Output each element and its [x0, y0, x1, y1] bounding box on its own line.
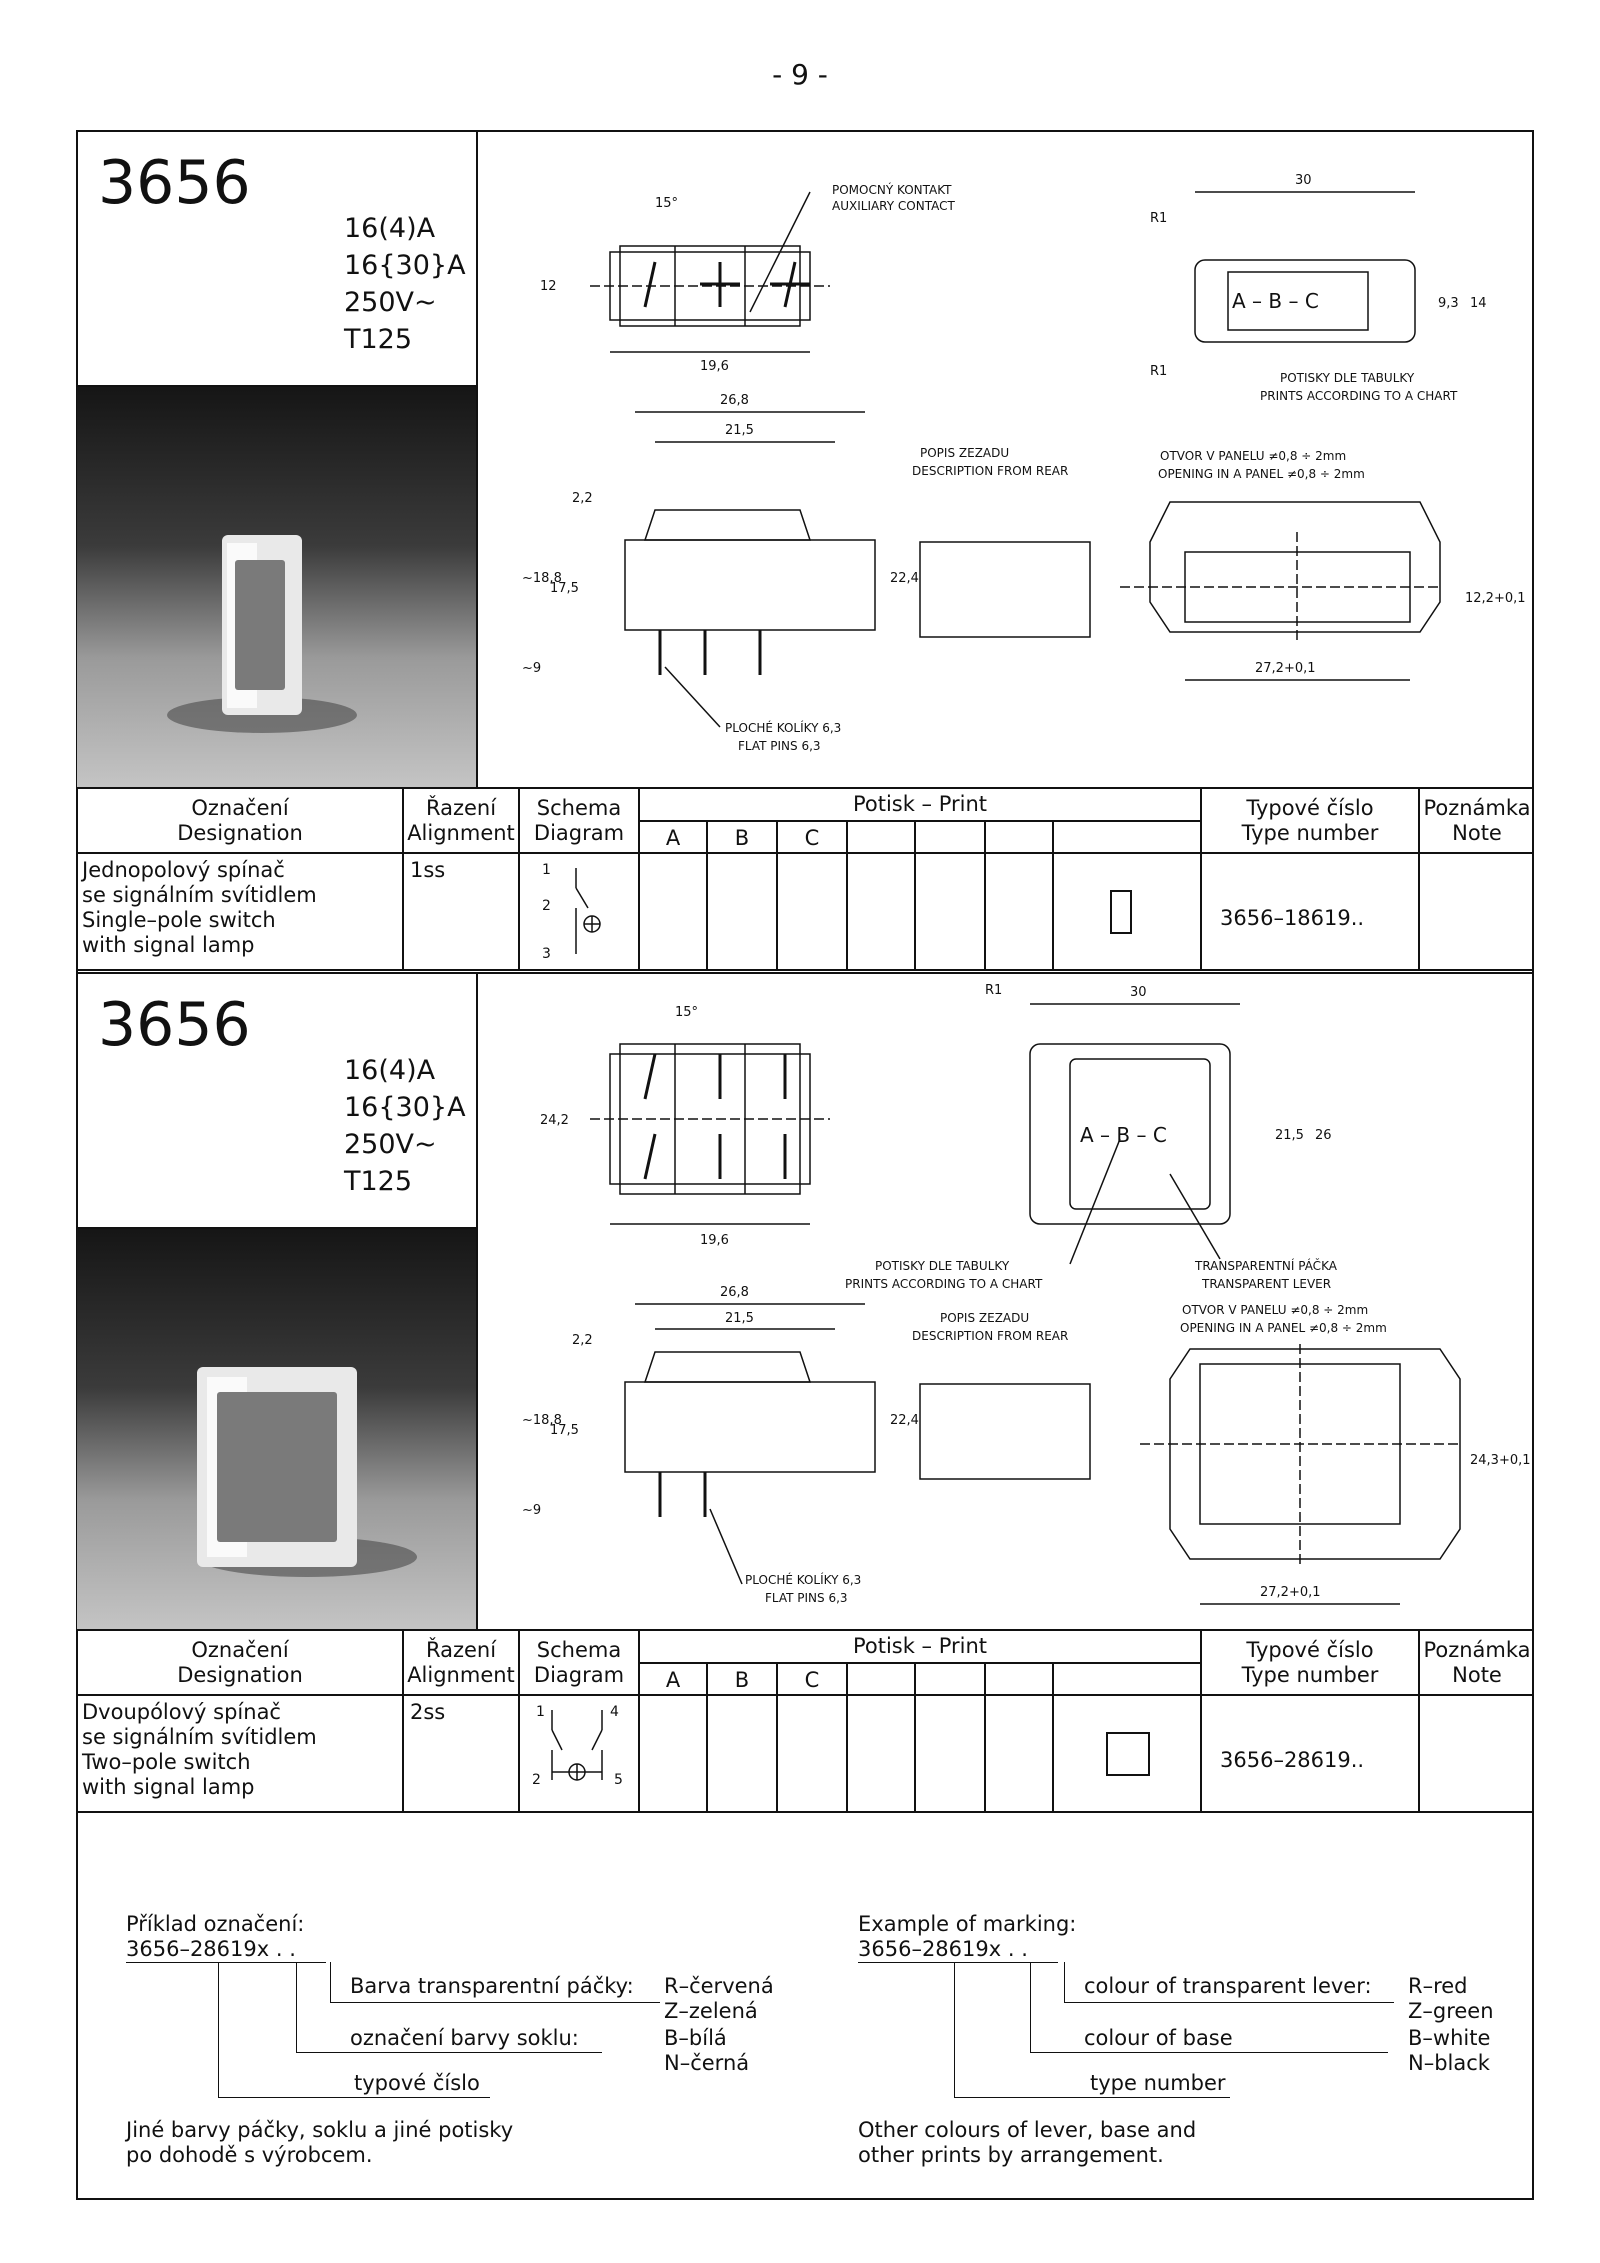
header-note: Poznámka Note	[1423, 796, 1531, 845]
base-options-en: B–white N–black	[1408, 2026, 1491, 2075]
footer-cz: Jiné barvy páčky, soklu a jiné potisky po dohodě s výrobcem.	[126, 2118, 514, 2167]
ratings	[344, 1052, 466, 1200]
divider	[476, 130, 478, 787]
rating-voltage: 250V~	[344, 287, 437, 318]
marking-title-cz: Příklad označení:	[126, 1912, 305, 1936]
leader-line	[218, 2097, 490, 2098]
dim-12: 12	[540, 279, 557, 294]
header-print-c: C	[804, 1668, 820, 1692]
divider	[914, 1662, 916, 1811]
lever-options-en: R–red Z–green	[1408, 1974, 1494, 2023]
dim-26-8: 26,8	[720, 393, 749, 408]
header-print: Potisk – Print	[852, 1634, 988, 1658]
dim-17-5: 17,5	[550, 1423, 579, 1438]
opening-height: 24,3+0,1	[1470, 1453, 1531, 1468]
opening-en: OPENING IN A PANEL ≠0,8 ÷ 2mm	[1158, 467, 1365, 481]
divider	[984, 820, 986, 969]
dim-17-5: 17,5	[550, 581, 579, 596]
angle-15: 15°	[655, 196, 679, 211]
front-abc: A – B – C	[1080, 1123, 1167, 1147]
technical-drawing	[480, 132, 1532, 786]
dim-30: 30	[1130, 985, 1147, 1000]
base-options-cz: B–bílá N–černá	[664, 2026, 750, 2075]
rating-current-peak: 16{30}A	[344, 1092, 466, 1123]
opening-height: 12,2+0,1	[1465, 591, 1526, 606]
opening-cz: OTVOR V PANELU ≠0,8 ÷ 2mm	[1160, 449, 1347, 463]
rating-voltage: 250V~	[344, 1129, 437, 1160]
leader-line	[1064, 2002, 1394, 2003]
prints-chart-cz: POTISKY DLE TABULKY	[875, 1259, 1010, 1273]
divider	[76, 972, 1534, 974]
alignment-value: 2ss	[410, 1700, 446, 1724]
divider	[638, 1662, 1200, 1664]
divider	[476, 972, 478, 1629]
leader-line	[954, 2097, 1230, 2098]
r1-bottom: R1	[1150, 364, 1168, 379]
leader-line	[296, 1962, 297, 2052]
flat-pins-cz: PLOCHÉ KOLÍKY 6,3	[745, 1573, 862, 1587]
base-label-en: colour of base	[1084, 2026, 1233, 2050]
dim-9: ~9	[522, 661, 542, 676]
svg-text:1: 1	[542, 862, 551, 878]
header-note: Poznámka Note	[1423, 1638, 1531, 1687]
footer-en: Other colours of lever, base and other prints by arrangement.	[858, 2118, 1197, 2167]
schematic-diagram	[540, 858, 620, 970]
divider	[638, 820, 1200, 822]
r1: R1	[985, 983, 1003, 998]
dim-21-5: 21,5	[725, 1311, 754, 1326]
opening-width: 27,2+0,1	[1255, 661, 1316, 676]
svg-text:3: 3	[542, 946, 551, 962]
divider	[1052, 820, 1054, 969]
dim-18-8: ~18,8	[522, 1413, 562, 1428]
header-diagram: Schema Diagram	[533, 796, 625, 845]
alignment-value: 1ss	[410, 858, 446, 882]
flat-pins-en: FLAT PINS 6,3	[765, 1591, 848, 1605]
type-number-value: 3656–28619..	[1220, 1748, 1365, 1772]
rear-en: DESCRIPTION FROM REAR	[912, 464, 1069, 478]
lever-options-cz: R–červená Z–zelená	[664, 1974, 774, 2023]
rating-current: 16(4)A	[344, 1055, 436, 1086]
marking-code-cz: 3656–28619x . .	[126, 1937, 296, 1961]
divider	[846, 1662, 848, 1811]
divider	[76, 1629, 1534, 1631]
divider	[76, 385, 476, 387]
divider	[1052, 1662, 1054, 1811]
marking-title-en: Example of marking:	[858, 1912, 1077, 1936]
rating-temperature: T125	[344, 1166, 413, 1197]
ratings	[344, 210, 466, 358]
dim-14: 14	[1470, 296, 1487, 311]
dim-26: 26	[1315, 1128, 1332, 1143]
angle-15: 15°	[675, 1005, 699, 1020]
divider	[76, 1694, 1534, 1696]
divider	[76, 1227, 476, 1229]
header-print-b: B	[734, 826, 750, 850]
dim-9: ~9	[522, 1503, 542, 1518]
product-photo	[77, 1227, 477, 1629]
header-designation: Označení Designation	[177, 1638, 303, 1687]
type-label-cz: typové číslo	[354, 2071, 480, 2095]
prints-chart-en: PRINTS ACCORDING TO A CHART	[1260, 389, 1458, 403]
header-print-b: B	[734, 1668, 750, 1692]
r1-top: R1	[1150, 211, 1168, 226]
svg-text:2: 2	[542, 898, 551, 914]
dim-24-2: 24,2	[540, 1113, 569, 1128]
prints-chart-cz: POTISKY DLE TABULKY	[1280, 371, 1415, 385]
header-alignment: Řazení Alignment	[407, 1638, 515, 1687]
divider	[76, 1811, 1534, 1813]
marking-code-en: 3656–28619x . .	[858, 1937, 1028, 1961]
model-number: 3656	[98, 148, 251, 218]
designation-text: Jednopolový spínač se signálním svítidlem Single–pole switch with signal lamp	[82, 858, 317, 957]
designation-text: Dvoupólový spínač se signálním svítidlem Two–pole switch with signal lamp	[82, 1700, 317, 1799]
svg-text:2: 2	[532, 1772, 541, 1788]
divider	[76, 969, 1534, 971]
divider	[76, 787, 1534, 789]
dim-21-5: 21,5	[725, 423, 754, 438]
product-photo	[77, 385, 477, 787]
model-number: 3656	[98, 990, 251, 1060]
leader-line	[330, 2002, 660, 2003]
aux-contact-cz: POMOCNÝ KONTAKT	[832, 183, 952, 197]
front-abc: A – B – C	[1232, 289, 1319, 313]
rating-current-peak: 16{30}A	[344, 250, 466, 281]
dim-26-8: 26,8	[720, 1285, 749, 1300]
leader-line	[1030, 1962, 1031, 2052]
opening-cz: OTVOR V PANELU ≠0,8 ÷ 2mm	[1182, 1303, 1369, 1317]
aux-contact-en: AUXILIARY CONTACT	[832, 199, 955, 213]
dim-21-5-side: 21,5	[1275, 1128, 1304, 1143]
transparent-lever-cz: TRANSPARENTNÍ PÁČKA	[1195, 1259, 1337, 1273]
divider	[76, 852, 1534, 854]
header-print: Potisk – Print	[852, 792, 988, 816]
dim-22-4: 22,4	[890, 1413, 919, 1428]
rating-current: 16(4)A	[344, 213, 436, 244]
page-number: - 9 -	[772, 58, 828, 91]
svg-text:5: 5	[614, 1772, 623, 1788]
leader-line	[954, 1962, 955, 2097]
type-number-value: 3656–18619..	[1220, 906, 1365, 930]
leader-line	[296, 2052, 602, 2053]
lever-label-en: colour of transparent lever:	[1084, 1974, 1372, 1998]
flat-pins-cz: PLOCHÉ KOLÍKY 6,3	[725, 721, 842, 735]
header-alignment: Řazení Alignment	[407, 796, 515, 845]
print-symbol	[1110, 890, 1132, 934]
rear-cz: POPIS ZEZADU	[940, 1311, 1030, 1325]
leader-line	[1064, 1962, 1065, 2002]
leader-line	[218, 1962, 219, 2097]
dim-19-6: 19,6	[700, 359, 729, 374]
header-diagram: Schema Diagram	[533, 1638, 625, 1687]
prints-chart-en: PRINTS ACCORDING TO A CHART	[845, 1277, 1043, 1291]
technical-drawing	[480, 974, 1532, 1628]
header-print-a: A	[665, 1668, 681, 1692]
print-symbol	[1106, 1732, 1150, 1776]
divider	[984, 1662, 986, 1811]
dim-30: 30	[1295, 173, 1312, 188]
rating-temperature: T125	[344, 324, 413, 355]
divider	[914, 820, 916, 969]
dim-18-8: ~18,8	[522, 571, 562, 586]
header-designation: Označení Designation	[177, 796, 303, 845]
leader-line	[330, 1962, 331, 2002]
type-label-en: type number	[1090, 2071, 1226, 2095]
header-print-a: A	[665, 826, 681, 850]
dim-22-4: 22,4	[890, 571, 919, 586]
schematic-diagram	[526, 1700, 632, 1804]
transparent-lever-en: TRANSPARENT LEVER	[1202, 1277, 1332, 1291]
flat-pins-en: FLAT PINS 6,3	[738, 739, 821, 753]
opening-en: OPENING IN A PANEL ≠0,8 ÷ 2mm	[1180, 1321, 1387, 1335]
lever-label-cz: Barva transparentní páčky:	[350, 1974, 634, 1998]
dim-2-2: 2,2	[572, 491, 593, 506]
header-print-c: C	[804, 826, 820, 850]
svg-text:4: 4	[610, 1704, 619, 1720]
underline	[858, 1962, 1058, 1963]
rear-cz: POPIS ZEZADU	[920, 446, 1010, 460]
header-type-number: Typové číslo Type number	[1241, 796, 1379, 845]
leader-line	[1030, 2052, 1388, 2053]
dim-9-3: 9,3	[1438, 296, 1459, 311]
opening-width: 27,2+0,1	[1260, 1585, 1321, 1600]
header-type-number: Typové číslo Type number	[1241, 1638, 1379, 1687]
rear-en: DESCRIPTION FROM REAR	[912, 1329, 1069, 1343]
base-label-cz: označení barvy soklu:	[350, 2026, 579, 2050]
svg-text:1: 1	[536, 1704, 545, 1720]
dim-19-6: 19,6	[700, 1233, 729, 1248]
dim-2-2: 2,2	[572, 1333, 593, 1348]
divider	[846, 820, 848, 969]
